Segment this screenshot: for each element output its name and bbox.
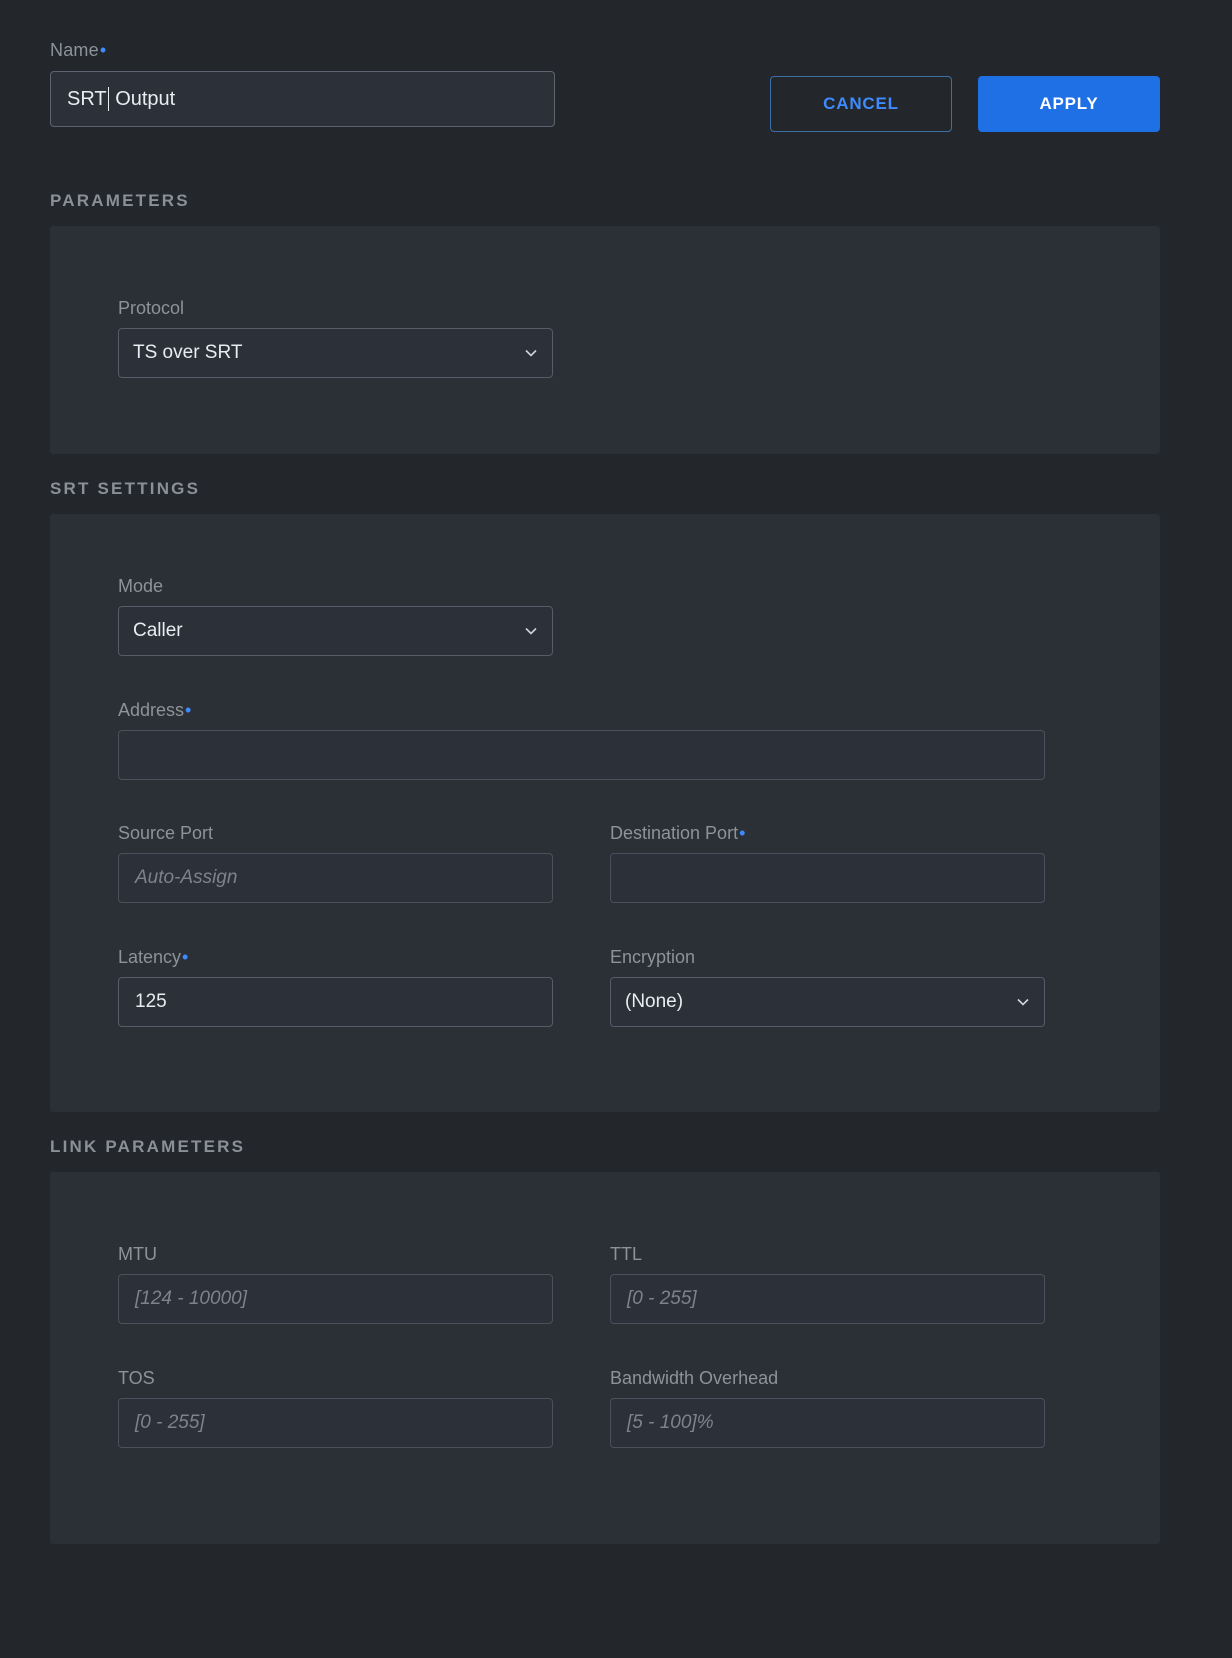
name-label bbox=[50, 40, 555, 61]
bandwidth-overhead-label: Bandwidth Overhead bbox=[610, 1368, 779, 1388]
srt-settings-section-title: SRT SETTINGS bbox=[50, 479, 201, 498]
source-port-label: Source Port bbox=[118, 823, 214, 843]
cancel-button[interactable]: CANCEL bbox=[770, 76, 952, 132]
mtu-input[interactable]: [124 - 10000] bbox=[118, 1274, 553, 1324]
tos-input[interactable]: [0 - 255] bbox=[118, 1398, 553, 1448]
link-parameters-section-title: LINK PARAMETERS bbox=[50, 1137, 246, 1156]
mode-field-group bbox=[118, 576, 553, 656]
mode-select[interactable] bbox=[118, 606, 553, 656]
mode-label: Mode bbox=[118, 576, 164, 596]
name-input-value-after-caret: Output bbox=[109, 87, 176, 110]
chevron-down-icon bbox=[524, 346, 538, 360]
name-field-group bbox=[50, 40, 555, 127]
required-indicator: • bbox=[185, 700, 192, 720]
latency-label bbox=[118, 947, 553, 968]
mode-value: Caller bbox=[133, 620, 183, 641]
action-buttons bbox=[770, 76, 1160, 132]
required-indicator: • bbox=[182, 947, 189, 967]
encryption-label: Encryption bbox=[610, 947, 696, 967]
name-input[interactable] bbox=[50, 71, 555, 127]
mtu-label: MTU bbox=[118, 1244, 157, 1264]
protocol-field-group bbox=[118, 298, 553, 378]
latency-field-group bbox=[118, 947, 553, 1027]
encryption-select[interactable] bbox=[610, 977, 1045, 1027]
required-indicator: • bbox=[99, 40, 107, 60]
encryption-field-group bbox=[610, 947, 1045, 1027]
chevron-down-icon bbox=[1016, 995, 1030, 1009]
address-label-text: Address bbox=[118, 700, 185, 720]
ttl-field-group bbox=[610, 1244, 1045, 1324]
protocol-value: TS over SRT bbox=[133, 342, 243, 363]
name-input-value-before-caret: SRT bbox=[67, 87, 107, 110]
destination-port-input[interactable] bbox=[610, 853, 1045, 903]
bandwidth-overhead-field-group bbox=[610, 1368, 1045, 1448]
ttl-input[interactable]: [0 - 255] bbox=[610, 1274, 1045, 1324]
parameters-panel bbox=[50, 226, 1160, 454]
tos-field-group bbox=[118, 1368, 553, 1448]
apply-button[interactable]: APPLY bbox=[978, 76, 1160, 132]
srt-settings-panel bbox=[50, 514, 1160, 1112]
source-port-input[interactable]: Auto-Assign bbox=[118, 853, 553, 903]
latency-input[interactable]: 125 bbox=[118, 977, 553, 1027]
link-parameters-panel bbox=[50, 1172, 1160, 1544]
address-input[interactable] bbox=[118, 730, 1045, 780]
text-caret bbox=[108, 87, 109, 111]
chevron-down-icon bbox=[524, 624, 538, 638]
destination-port-label-text: Destination Port bbox=[610, 823, 739, 843]
tos-label: TOS bbox=[118, 1368, 155, 1388]
protocol-label: Protocol bbox=[118, 298, 185, 318]
mtu-field-group bbox=[118, 1244, 553, 1324]
name-label-text: Name bbox=[50, 40, 99, 60]
address-field-group bbox=[118, 700, 1045, 780]
latency-label-text: Latency bbox=[118, 947, 182, 967]
protocol-select[interactable] bbox=[118, 328, 553, 378]
required-indicator: • bbox=[739, 823, 746, 843]
header-row bbox=[50, 40, 1160, 140]
address-label bbox=[118, 700, 1045, 721]
encryption-value: (None) bbox=[625, 991, 684, 1012]
ttl-label: TTL bbox=[610, 1244, 643, 1264]
source-port-field-group bbox=[118, 823, 553, 903]
parameters-section-title: PARAMETERS bbox=[50, 191, 190, 210]
bandwidth-overhead-input[interactable]: [5 - 100]% bbox=[610, 1398, 1045, 1448]
destination-port-label bbox=[610, 823, 1045, 844]
destination-port-field-group bbox=[610, 823, 1045, 903]
